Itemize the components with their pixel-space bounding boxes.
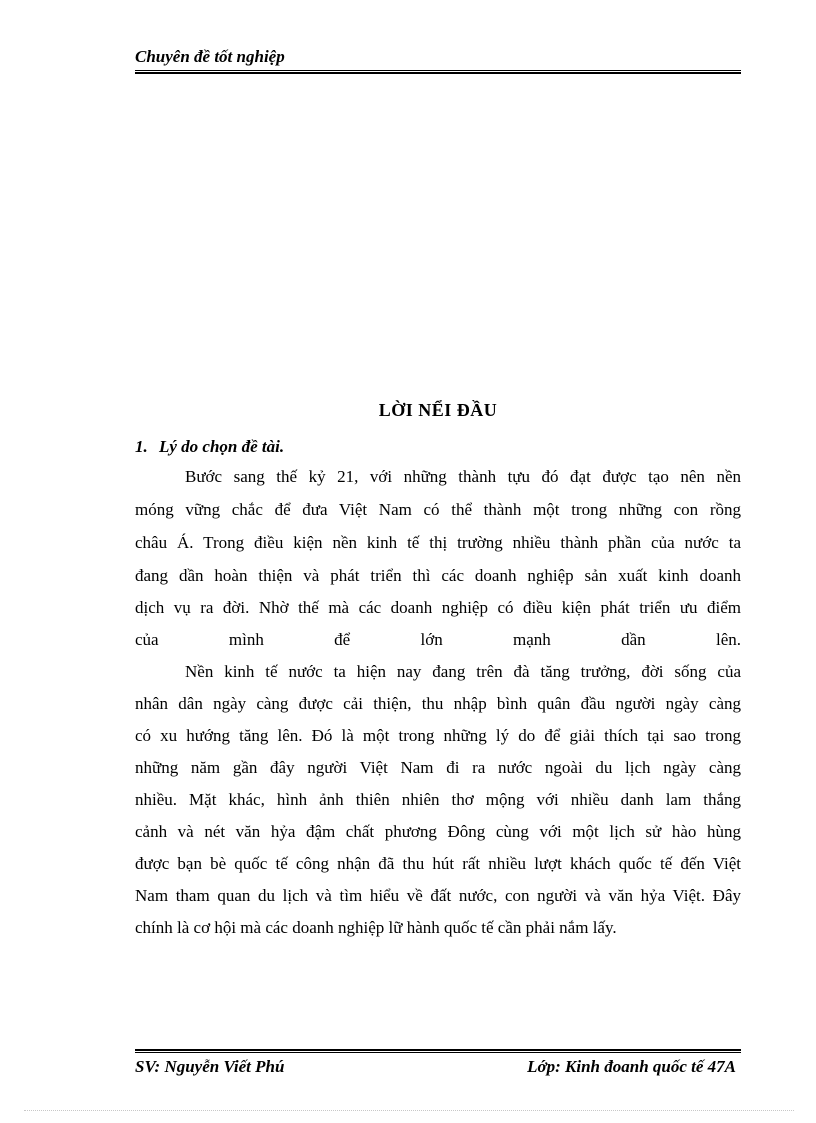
paragraph-2-line-5: nhiều. Mặt khác, hình ảnh thiên nhiên thơ mộng với nhiều danh lam thắng	[135, 790, 741, 809]
paragraph-2-line-9: chính là cơ hội mà các doanh nghiệp lữ hành quốc tế cần phải nắm lấy.	[135, 918, 617, 937]
footer-class-name: Lớp: Kinh đoanh quốc tế 47A	[527, 1057, 736, 1076]
footer-student-name: SV: Nguyễn Viết Phú	[135, 1057, 285, 1076]
paragraph-1-line-2: móng vững chắc để đưa Việt Nam có thể thành một trong những con rồng	[135, 500, 741, 519]
paragraph-2-line-6: cảnh và nét văn hỷa đậm chất phương Đông cùng với một lịch sử hào hùng	[135, 822, 741, 841]
paragraph-2-line-2: nhân dân ngày càng được cải thiện, thu nhập bình quân đầu người ngày càng	[135, 694, 741, 713]
paragraph-1-line-3: châu Á. Trong điều kiện nền kinh tế thị trường nhiều thành phần của nước ta	[135, 533, 741, 552]
paragraph-2-line-4: những năm gần đây người Việt Nam đi ra nước ngoài du lịch ngày càng	[135, 758, 741, 777]
paragraph-1-line-5: dịch vụ ra đời. Nhờ thế mà các doanh nghiệp có điều kiện phát triển ưu điểm	[135, 598, 741, 617]
section-heading-text: Lý do chọn đề tài.	[159, 437, 285, 456]
paragraph-2-line-7: được bạn bè quốc tế công nhận đã thu hút rất nhiều lượt khách quốc tế đến Việt	[135, 854, 741, 873]
paragraph-2-line-1: Nền kinh tế nước ta hiện nay đang trên đà tăng trưởng, đời sống của	[185, 662, 741, 681]
paragraph-1-line-4: đang dần hoàn thiện và phát triển thì các doanh nghiệp sản xuất kinh doanh	[135, 566, 741, 585]
header-rule-thick	[135, 72, 741, 74]
paragraph-2-line-8: Nam tham quan du lịch và tìm hiểu về đất nước, con người và văn hỷa Việt. Đây	[135, 886, 741, 905]
page-header-title: Chuyên đề tốt nghiệp	[135, 47, 285, 66]
footer-rule-thick	[135, 1049, 741, 1051]
section-number: 1.	[135, 437, 148, 456]
page-title: LỜI NỂI ĐẦU	[378, 400, 498, 420]
footer-rule-thin	[135, 1052, 741, 1053]
paragraph-2-line-3: có xu hướng tăng lên. Đó là một trong những lý do để giải thích tại sao trong	[135, 726, 741, 745]
paragraph-1-line-6: của mình để lớn mạnh dần lên.	[135, 630, 741, 649]
paragraph-1-line-1: Bước sang thế kỷ 21, với những thành tựu đó đạt được tạo nên nền	[185, 467, 741, 486]
page-edge-divider	[24, 1110, 794, 1111]
section-heading	[135, 437, 284, 457]
header-rule-thin	[135, 70, 741, 71]
